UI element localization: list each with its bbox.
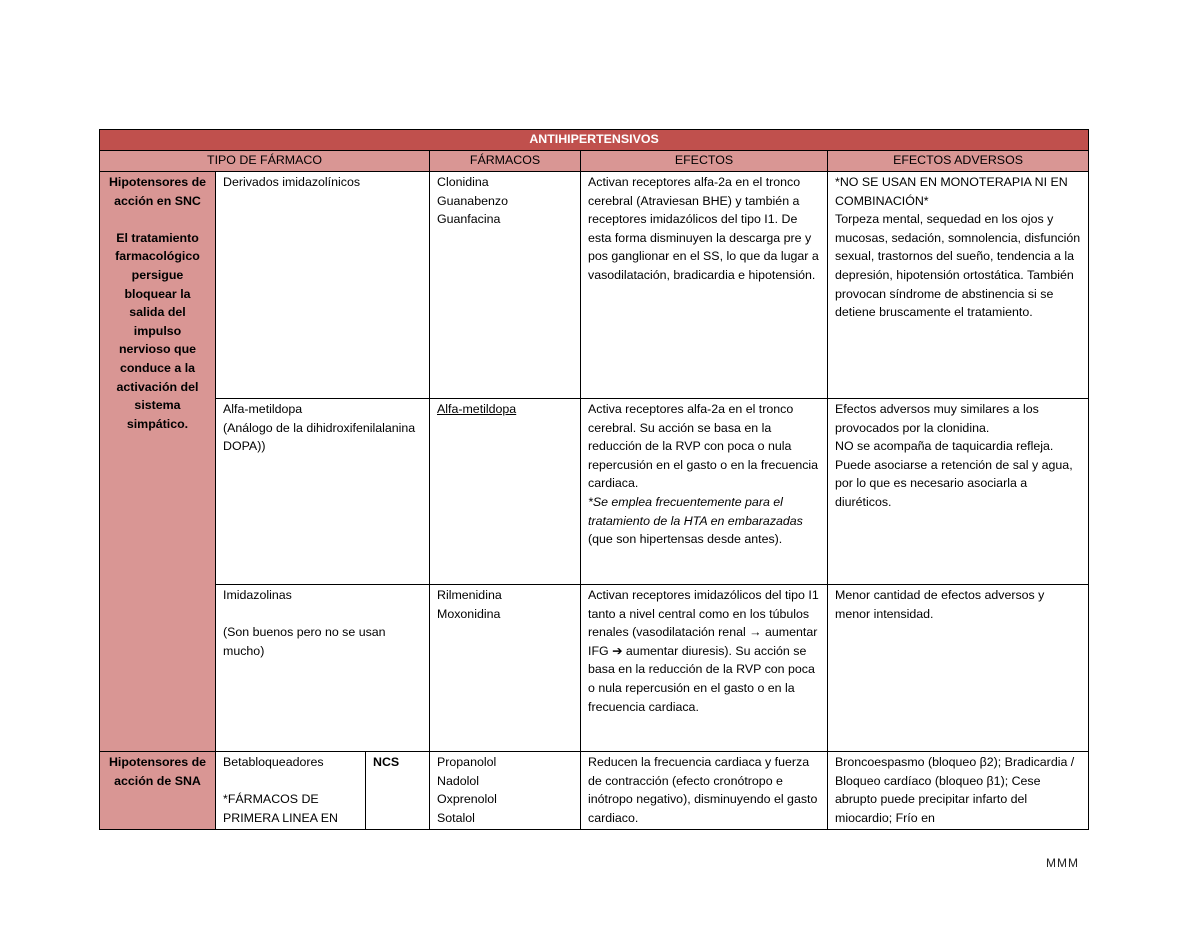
efectos-text: Activan receptores alfa-2a en el tronco cerebral (Atraviesan BHE) y también a receptores imidazólicos del tipo I1. De esta forma disminuyen la descarga pre y pos ganglionar en el SS, lo que da lugar a vasodilatación, bradicardia e hipotensión.	[588, 175, 819, 282]
efectos-cell	[581, 172, 828, 399]
efectos-text: Activa receptores alfa-2a en el tronco cerebral. Su acción se basa en la reducción de la RVP con poca o nula repercusión en el gasto o en la frecuencia cardiaca.	[588, 402, 819, 491]
drug-name: Moxonidina	[437, 606, 501, 621]
table-title: ANTIHIPERTENSIVOS	[100, 130, 1089, 151]
header-row	[100, 151, 1089, 172]
efectos-cell	[581, 752, 828, 830]
farmacos-cell	[430, 399, 581, 585]
farmacos-cell	[430, 752, 581, 830]
tipo-label: Derivados imidazolínicos	[223, 175, 361, 189]
adversos-cell	[828, 172, 1089, 399]
group-label-snc: Hipotensores de acción en SNC	[108, 175, 207, 208]
drug-name: Sotalol	[437, 810, 475, 825]
header-farmacos: FÁRMACOS	[430, 151, 581, 172]
drug-name: Guanabenzo	[437, 193, 508, 208]
group-cell-sna	[100, 752, 216, 830]
adversos-text: Efectos adversos muy similares a los provocados por la clonidina.	[835, 402, 1039, 435]
tipo-note: (Son buenos pero no se usan mucho)	[223, 625, 386, 658]
drug-name: Alfa-metildopa	[437, 402, 517, 416]
drug-name: Clonidina	[437, 175, 489, 189]
adversos-cell	[828, 752, 1089, 830]
tipo-cell	[216, 399, 430, 585]
antihypertensives-table	[99, 129, 1089, 830]
tipo-label: Betabloqueadores	[223, 755, 324, 769]
tipo-note: *FÁRMACOS DE PRIMERA LINEA EN	[223, 792, 338, 825]
adversos-text: Broncoespasmo (bloqueo β2); Bradicardia / Bloqueo cardíaco (bloqueo β1); Cese abrupto puede precipitar infarto del miocardio; Frío en	[835, 755, 1075, 825]
group-note-snc: El tratamiento farmacológico persigue bloquear la salida del impulso nervioso que conduce a la activación del sistema simpático.	[115, 230, 200, 431]
title-row	[100, 130, 1089, 151]
group-cell-snc	[100, 172, 216, 752]
tipo-code-cell	[366, 752, 430, 830]
efectos-cell	[581, 399, 828, 585]
adversos-text: Menor cantidad de efectos adversos y menor intensidad.	[835, 588, 1045, 621]
drug-name: Nadolol	[437, 773, 480, 788]
adversos-text: Torpeza mental, sequedad en los ojos y mucosas, sedación, somnolencia, disfunción sexual, trastornos del sueño, tendencia a la depresión, hipotensión ortostática. También provocan síndrome de abstinencia si se detiene bruscamente el tratamiento.	[835, 212, 1081, 320]
adversos-text-2: NO se acompaña de taquicardia refleja. Puede asociarse a retención de sal y agua, por lo que es necesario asociarla a diuréticos.	[835, 439, 1073, 509]
table-row	[100, 399, 1089, 585]
tipo-cell	[216, 585, 430, 752]
table-row	[100, 172, 1089, 399]
header-tipo: TIPO DE FÁRMACO	[100, 151, 430, 172]
tipo-note: (Análogo de la dihidroxifenilalanina DOPA))	[223, 420, 416, 454]
tipo-cell	[216, 172, 430, 399]
group-label-sna: Hipotensores de acción de SNA	[108, 755, 207, 788]
farmacos-cell	[430, 172, 581, 399]
drug-name: Propanolol	[437, 755, 497, 769]
footer-initials: MMM	[1046, 856, 1079, 870]
efectos-tail: (que son hipertensas desde antes).	[588, 532, 783, 547]
efectos-italic-note: *Se emplea frecuentemente para el tratamiento de la HTA en embarazadas	[588, 494, 803, 528]
table-row	[100, 585, 1089, 752]
drug-name: Oxprenolol	[437, 792, 497, 807]
farmacos-cell	[430, 585, 581, 752]
header-efectos: EFECTOS	[581, 151, 828, 172]
tipo-cell	[216, 752, 366, 830]
tipo-label: Imidazolinas	[223, 588, 292, 602]
tipo-code: NCS	[373, 755, 400, 769]
efectos-text: Reducen la frecuencia cardiaca y fuerza de contracción (efecto cronótropo e inótropo negativo), disminuyendo el gasto cardiaco.	[588, 755, 818, 825]
adversos-cell	[828, 585, 1089, 752]
warning-text: *NO SE USAN EN MONOTERAPIA NI EN COMBINACIÓN*	[835, 175, 1068, 208]
efectos-cell	[581, 585, 828, 752]
drug-name: Rilmenidina	[437, 588, 502, 602]
drug-name: Guanfacina	[437, 212, 501, 227]
header-adversos: EFECTOS ADVERSOS	[828, 151, 1089, 172]
table-row	[100, 752, 1089, 830]
efectos-text: Activan receptores imidazólicos del tipo I1 tanto a nivel central como en los túbulos renales (vasodilatación renal → aumentar IFG ➔ aumentar diuresis). Su acción se basa en la reducción de la RVP con poca o nula repercusión en el gasto o en la frecuencia cardiaca.	[588, 588, 819, 714]
tipo-label: Alfa-metildopa	[223, 402, 303, 416]
adversos-cell	[828, 399, 1089, 585]
